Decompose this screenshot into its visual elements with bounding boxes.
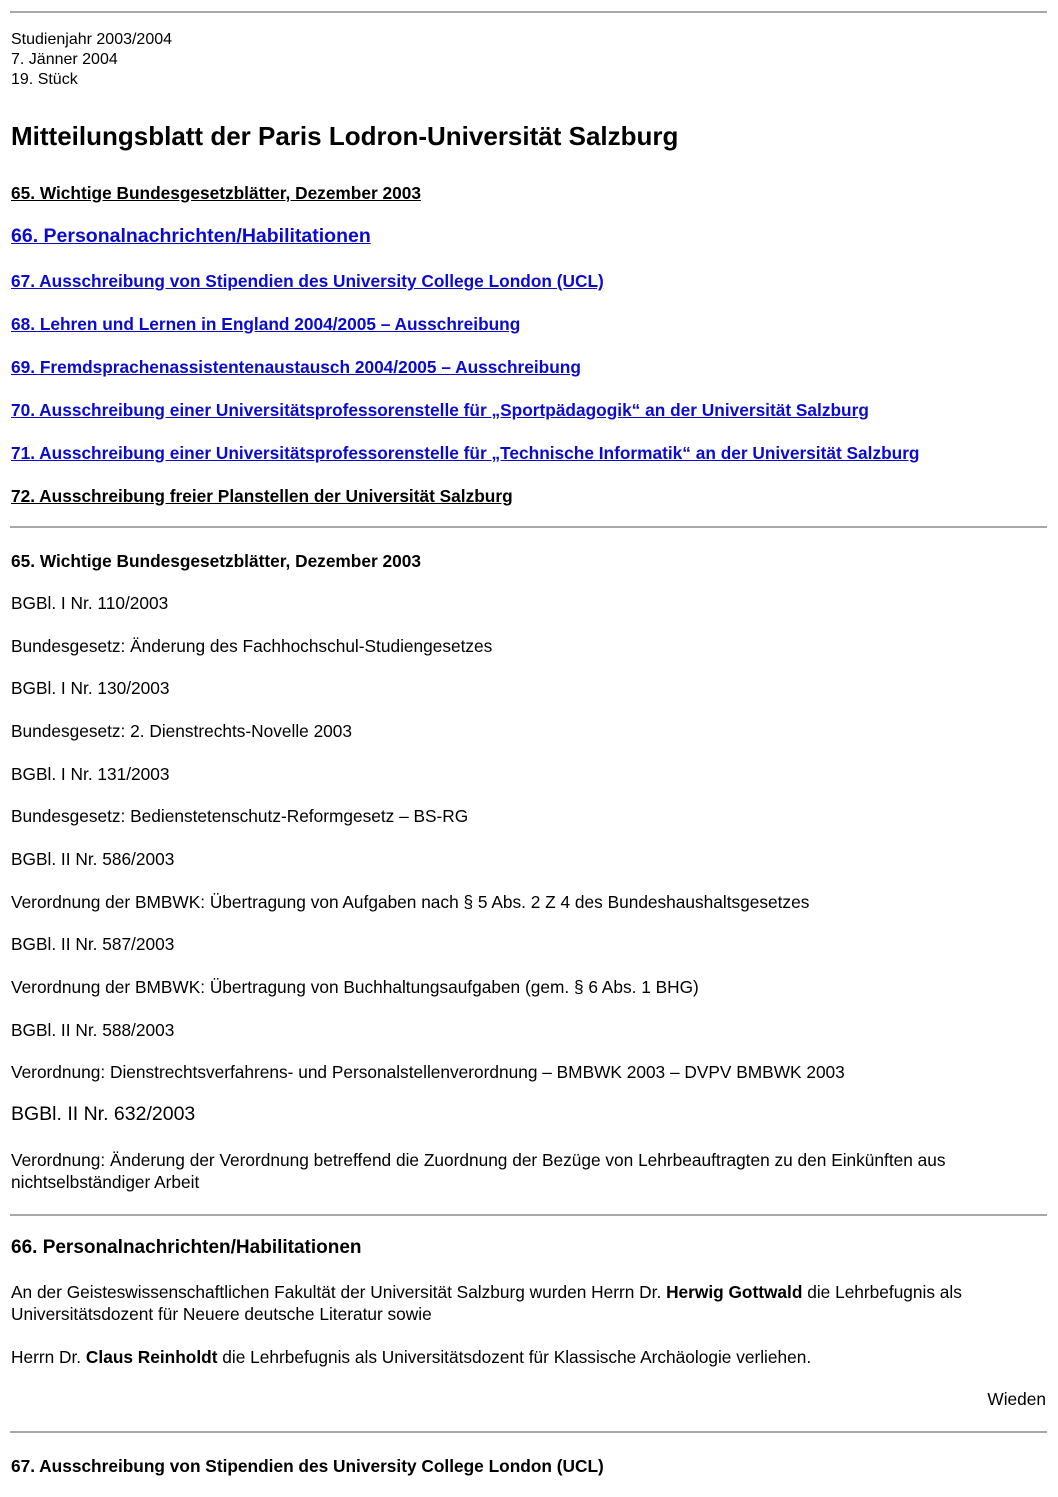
issue-date: 7. Jänner 2004 <box>11 51 118 68</box>
section-67-heading: 67. Ausschreibung von Stipendien des University College London (UCL) <box>11 1456 604 1476</box>
gazette-desc: Bundesgesetz: Bedienstetenschutz-Reformgesetz – BS-RG <box>11 806 469 826</box>
gazette-ref: BGBl. I Nr. 130/2003 <box>11 678 170 698</box>
horizontal-rule <box>10 1214 1047 1216</box>
gazette-desc: Bundesgesetz: Änderung des Fachhochschul-Studiengesetzes <box>11 636 493 656</box>
section-65-heading: 65. Wichtige Bundesgesetzblätter, Dezember 2003 <box>11 551 421 571</box>
toc-link-66[interactable]: 66. Personalnachrichten/Habilitationen <box>11 225 371 247</box>
study-year: Studienjahr 2003/2004 <box>11 31 173 48</box>
horizontal-rule <box>10 11 1047 13</box>
toc-link-67[interactable]: 67. Ausschreibung von Stipendien des University College London (UCL) <box>11 271 604 291</box>
toc-link-65[interactable]: 65. Wichtige Bundesgesetzblätter, Dezember 2003 <box>11 183 421 203</box>
gazette-desc: Bundesgesetz: 2. Dienstrechts-Novelle 2003 <box>11 721 353 741</box>
gazette-desc: Verordnung der BMBWK: Übertragung von Aufgaben nach § 5 Abs. 2 Z 4 des Bundeshaushaltsgesetzes <box>11 892 810 912</box>
toc-link-71[interactable]: 71. Ausschreibung einer Universitätsprofessorenstelle für „Technische Informatik“ an der Universität Salzburg <box>11 443 920 463</box>
gazette-ref: BGBl. I Nr. 131/2003 <box>11 764 170 784</box>
paragraph-text: An der Geisteswissenschaftlichen Fakultät der Universität Salzburg wurden Herrn Dr. <box>11 1282 662 1302</box>
gazette-ref: BGBl. II Nr. 632/2003 <box>11 1103 196 1125</box>
gazette-desc: Verordnung: Änderung der Verordnung betreffend die Zuordnung der Bezüge von Lehrbeauftragten zu den Einkünften aus nichtselbständiger Arbeit <box>11 1150 946 1192</box>
paragraph-text: die Lehrbefugnis als Universitätsdozent für Neuere deutsche Literatur sowie <box>11 1282 962 1324</box>
signature: Wieden <box>987 1389 1046 1409</box>
person-name: Herwig Gottwald <box>666 1282 803 1302</box>
toc-link-69[interactable]: 69. Fremdsprachenassistentenaustausch 2004/2005 – Ausschreibung <box>11 357 581 377</box>
gazette-desc: Verordnung der BMBWK: Übertragung von Buchhaltungsaufgaben (gem. § 6 Abs. 1 BHG) <box>11 977 699 997</box>
gazette-desc: Verordnung: Dienstrechtsverfahrens- und Personalstellenverordnung – BMBWK 2003 – DVPV BMBWK 2003 <box>11 1062 845 1082</box>
habilitation-paragraph <box>11 1281 1047 1325</box>
habilitation-paragraph <box>11 1346 811 1368</box>
page-title: Mitteilungsblatt der Paris Lodron-Universität Salzburg <box>11 121 679 151</box>
paragraph-text: Herrn Dr. <box>11 1347 82 1367</box>
section-66-heading: 66. Personalnachrichten/Habilitationen <box>11 1237 362 1258</box>
paragraph-text: die Lehrbefugnis als Universitätsdozent für Klassische Archäologie verliehen. <box>222 1347 812 1367</box>
person-name: Claus Reinholdt <box>85 1347 218 1367</box>
gazette-ref: BGBl. I Nr. 110/2003 <box>11 593 169 613</box>
gazette-ref: BGBl. II Nr. 588/2003 <box>11 1020 175 1040</box>
issue-number: 19. Stück <box>11 71 78 88</box>
horizontal-rule <box>10 526 1047 528</box>
gazette-ref: BGBl. II Nr. 587/2003 <box>11 934 175 954</box>
gazette-ref: BGBl. II Nr. 586/2003 <box>11 849 175 869</box>
toc-link-68[interactable]: 68. Lehren und Lernen in England 2004/2005 – Ausschreibung <box>11 314 521 334</box>
horizontal-rule <box>10 1431 1047 1433</box>
toc-link-72[interactable]: 72. Ausschreibung freier Planstellen der Universität Salzburg <box>11 486 513 506</box>
toc-link-70[interactable]: 70. Ausschreibung einer Universitätsprofessorenstelle für „Sportpädagogik“ an der Universität Salzburg <box>11 400 869 420</box>
